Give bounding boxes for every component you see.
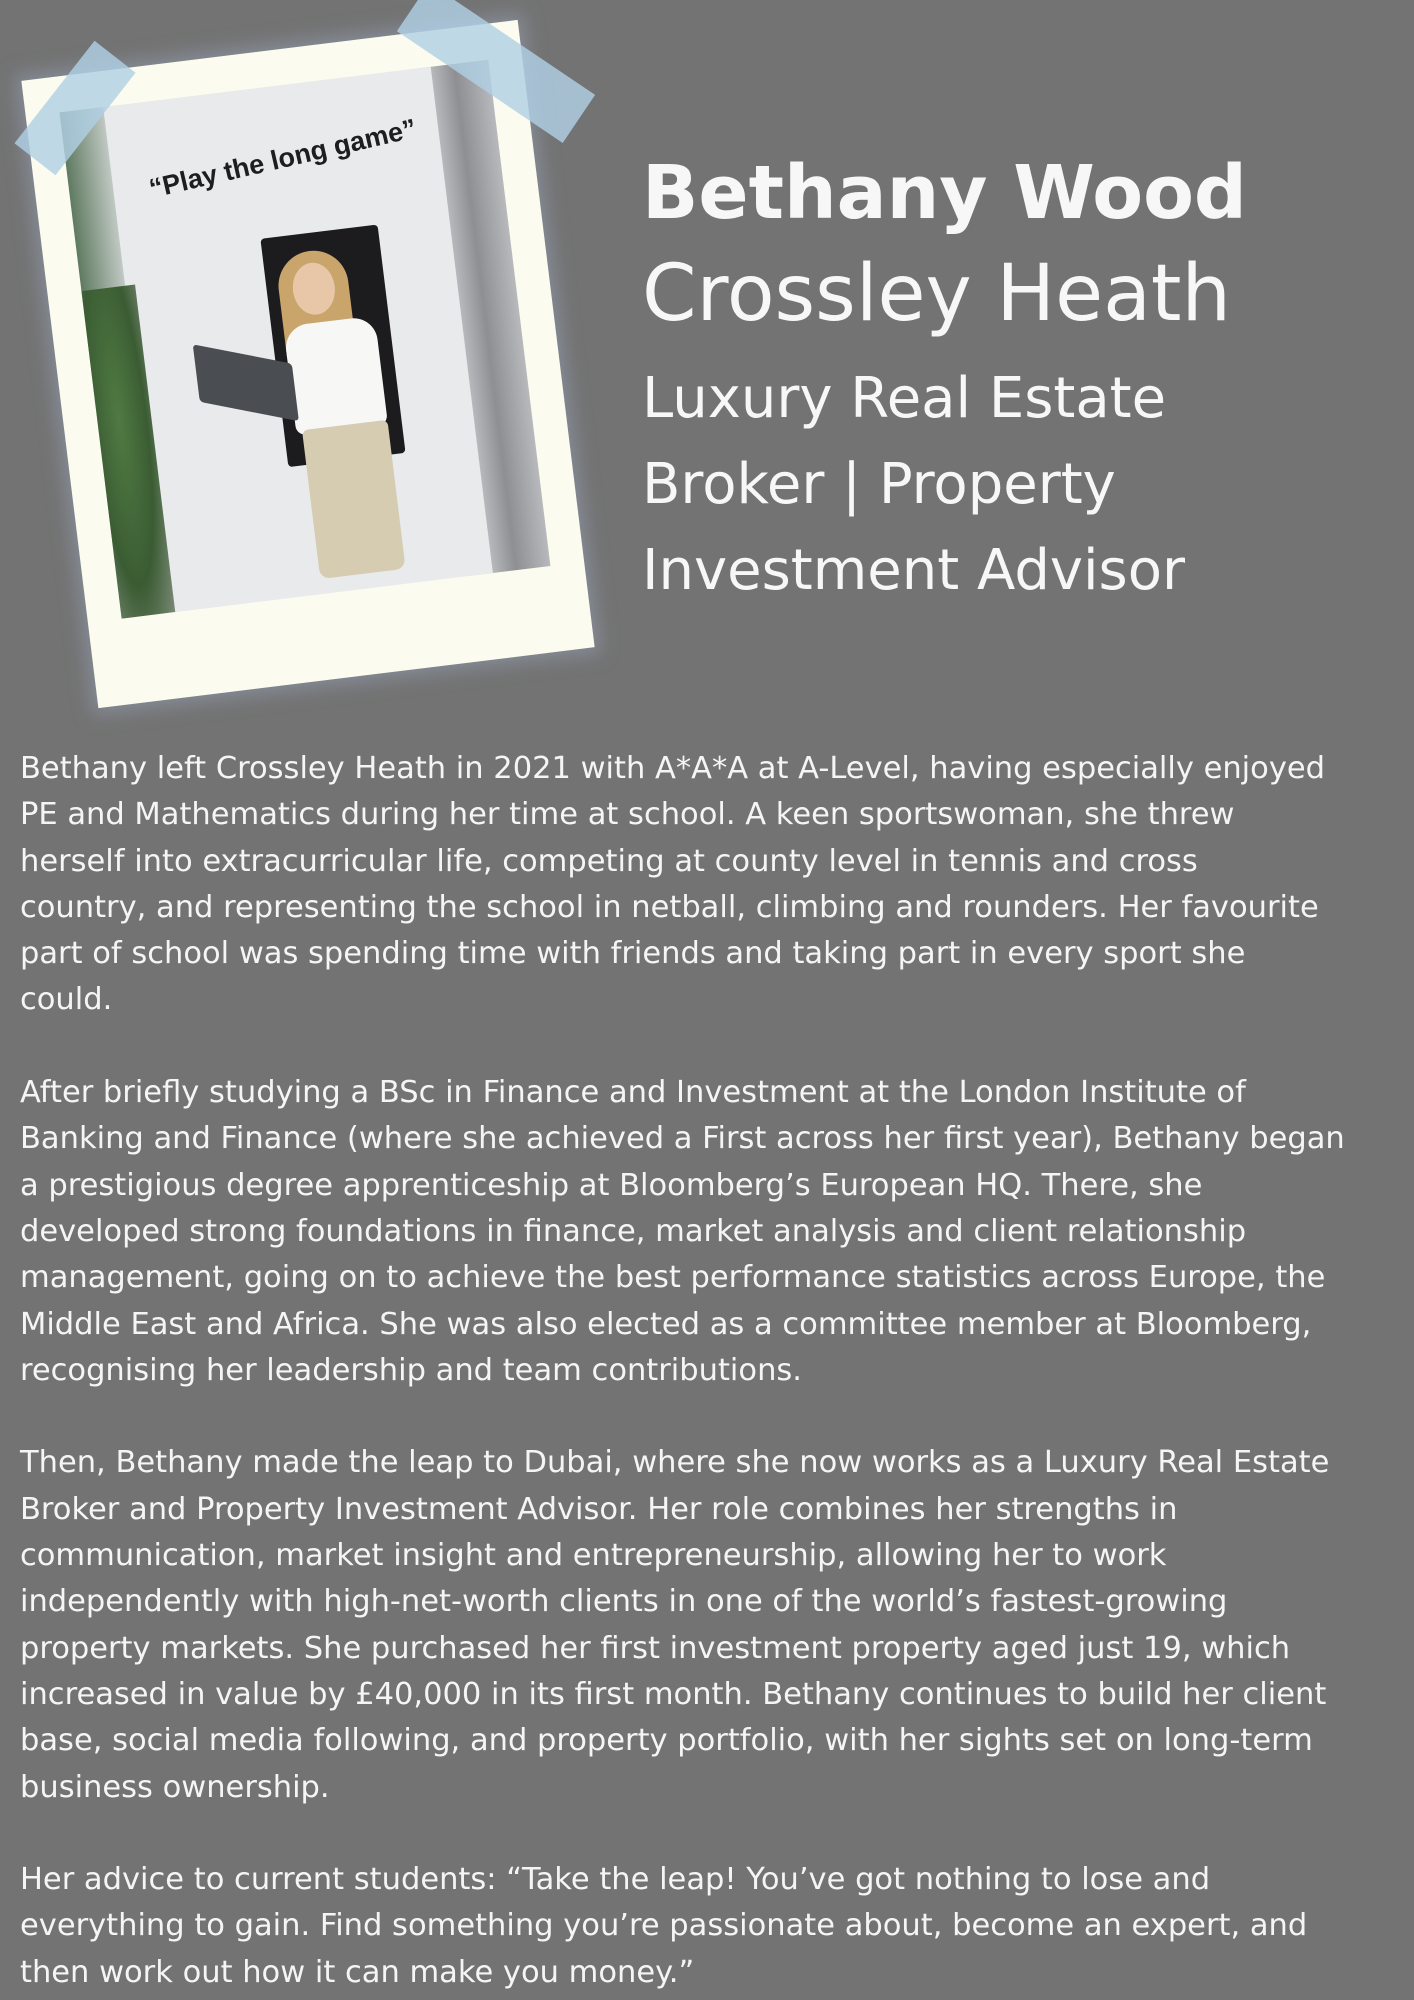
profile-photo: [59, 60, 550, 619]
person-name: Bethany Wood: [642, 150, 1247, 236]
job-title: Luxury Real Estate Broker | Property Investment Advisor: [642, 366, 1186, 603]
bio-paragraph: Bethany left Crossley Heath in 2021 with A*A*A at A-Level, having especially enjoyed PE and Mathematics during her time at school. A keen sportswoman, she threw herself into extracurricular life, competing at county level in tennis and cross country, and representing the school in netball, climbing and rounders. Her favourite part of school was spending time with friends and taking part in every sport she could.: [20, 751, 1325, 1018]
school-name: Crossley Heath: [642, 249, 1231, 339]
header: [642, 148, 1382, 614]
polaroid-photo-frame: [21, 20, 594, 708]
bio-paragraph: After briefly studying a BSc in Finance and Investment at the London Institute of Banking and Finance (where she achieved a First across her first year), Bethany began a prestigious degree apprenticeship at Bloomberg’s European HQ. There, she developed strong foundations in finance, market analysis and client relationship management, going on to achieve the best performance statistics across Europe, the Middle East and Africa. She was also elected as a committee member at Bloomberg, recognising her leadership and team contributions.: [20, 1075, 1345, 1388]
person-top: [283, 316, 388, 436]
wall-quote: “Play the long game”: [146, 113, 420, 204]
bio-paragraph: Her advice to current students: “Take the leap! You’ve got nothing to lose and everything to gain. Find something you’re passionate about, become an expert, and then work out how it can make you money.”: [20, 1862, 1308, 1990]
person-skirt: [302, 420, 406, 579]
bio-paragraph: Then, Bethany made the leap to Dubai, where she now works as a Luxury Real Estate Broker and Property Investment Advisor. Her role combines her strengths in communication, market insight and entrepreneurship, allowing her to work independently with high-net-worth clients in one of the world’s fastest-growing property markets. She purchased her first investment property aged just 19, which increased in value by £40,000 in its first month. Bethany continues to build her client base, social media following, and property portfolio, with her sights set on long-term business ownership.: [20, 1445, 1330, 1805]
biography: [20, 746, 1400, 1996]
